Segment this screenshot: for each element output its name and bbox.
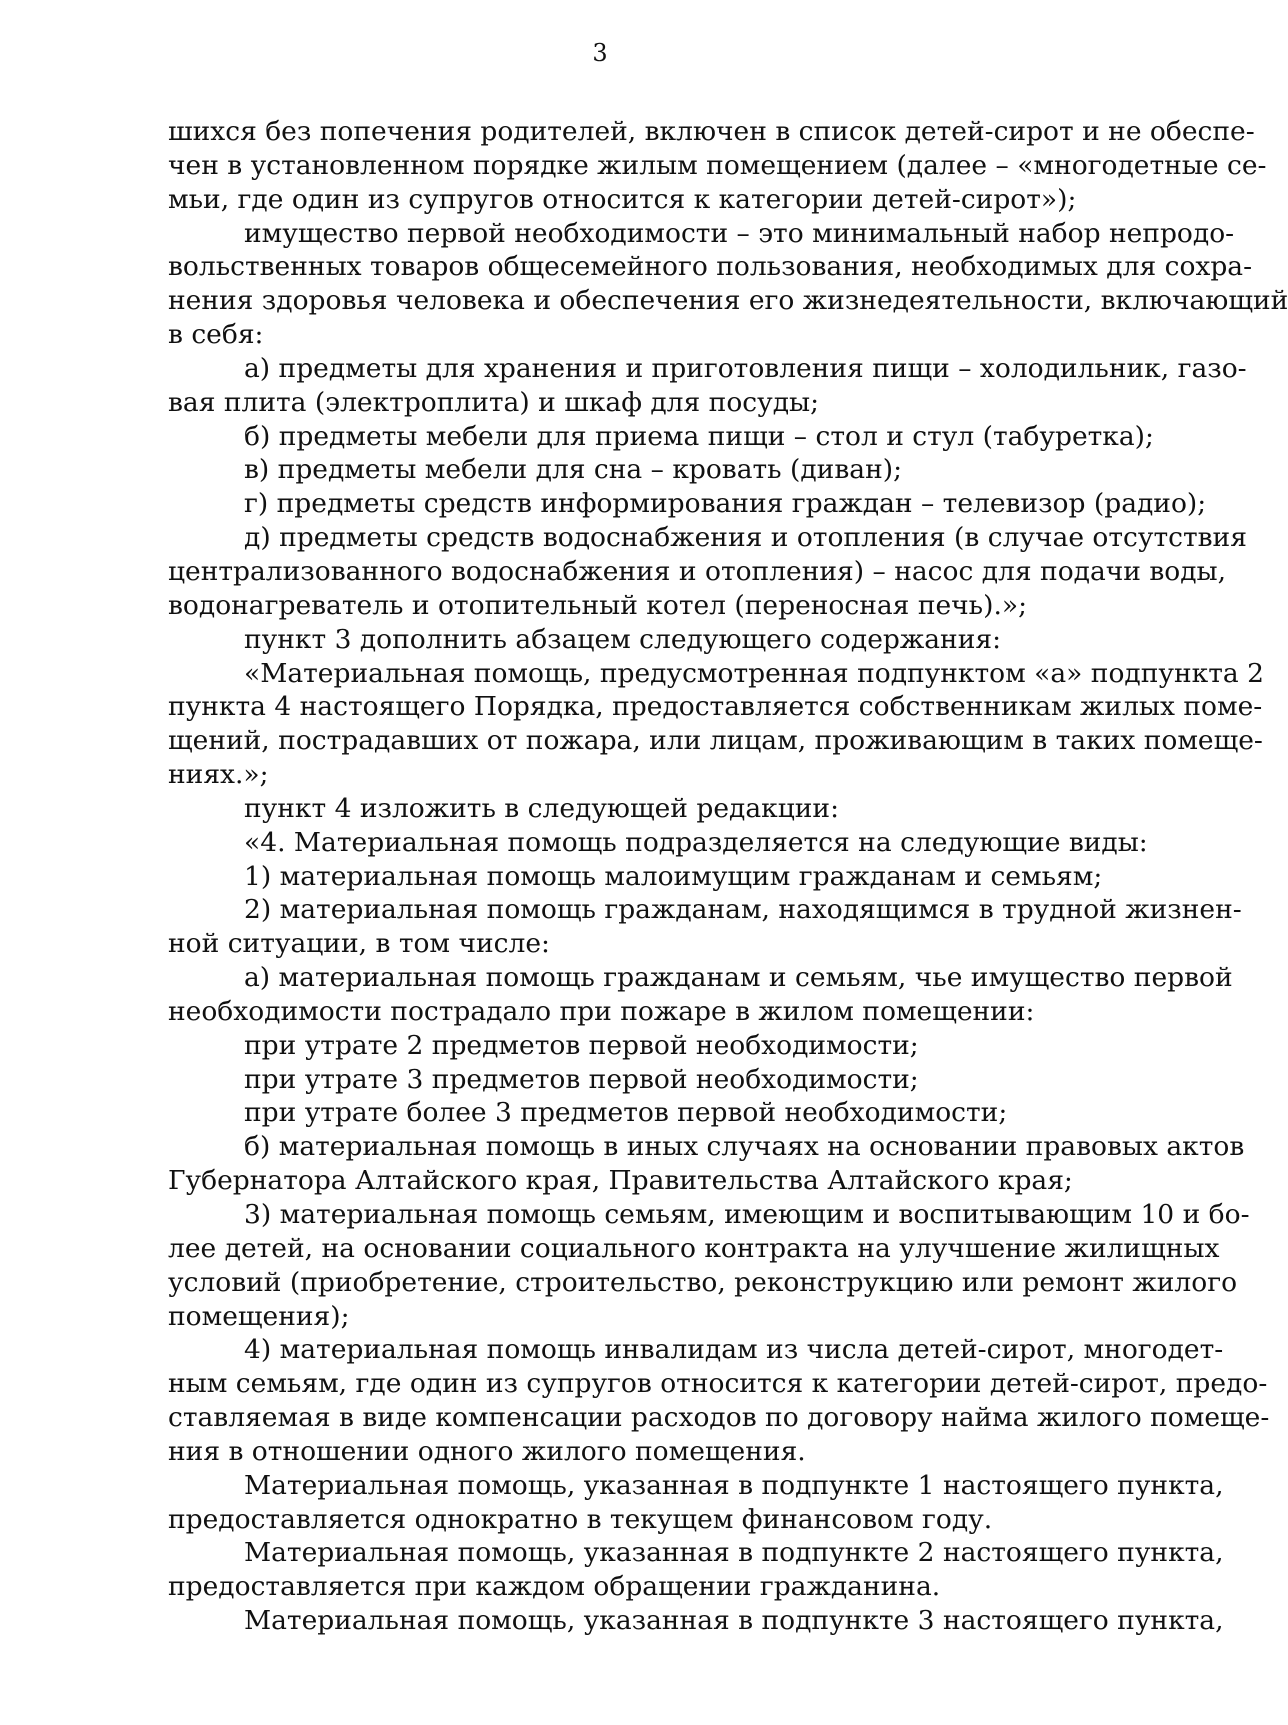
text-line: условий (приобретение, строительство, реконструкцию или ремонт жилого: [168, 1266, 1238, 1298]
text-line: чен в установленном порядке жилым помещением (далее – «многодетные се-: [168, 149, 1267, 181]
text-line: ным семьям, где один из супругов относится к категории детей-сирот, предо-: [168, 1368, 1268, 1400]
text-line: б) предметы мебели для приема пищи – стол и стул (табуретка);: [244, 420, 1154, 452]
text-line: щений, пострадавших от пожара, или лицам, проживающим в таких помеще-: [168, 725, 1263, 757]
text-line: б) материальная помощь в иных случаях на основании правовых актов: [244, 1131, 1245, 1163]
text-line: при утрате 3 предметов первой необходимости;: [244, 1063, 919, 1095]
text-line: предоставляется однократно в текущем финансовом году.: [168, 1503, 993, 1535]
text-line: 2) материальная помощь гражданам, находящимся в трудной жизнен-: [244, 894, 1242, 926]
text-line: ниях.»;: [168, 759, 269, 791]
text-line: шихся без попечения родителей, включен в список детей-сирот и не обеспе-: [168, 116, 1255, 147]
text-line: «4. Материальная помощь подразделяется на следующие виды:: [244, 826, 1148, 858]
text-line: пункт 3 дополнить абзацем следующего содержания:: [244, 623, 1001, 655]
text-line: предоставляется при каждом обращении гражданина.: [168, 1571, 941, 1603]
text-line: централизованного водоснабжения и отопления) – насос для подачи воды,: [168, 555, 1227, 587]
text-line: водонагреватель и отопительный котел (переносная печь).»;: [168, 589, 1028, 621]
document-body: [168, 115, 1288, 1638]
text-line: Губернатора Алтайского края, Правительства Алтайского края;: [168, 1165, 1073, 1197]
text-line: д) предметы средств водоснабжения и отопления (в случае отсутствия: [244, 522, 1247, 554]
text-line: ной ситуации, в том числе:: [168, 928, 550, 960]
text-line: «Материальная помощь, предусмотренная подпунктом «а» подпункта 2: [244, 657, 1264, 689]
text-line: пункт 4 изложить в следующей редакции:: [244, 792, 840, 824]
text-line: лее детей, на основании социального контракта на улучшение жилищных: [168, 1232, 1220, 1264]
page-number: 3: [592, 39, 608, 67]
text-line: в себя:: [168, 319, 264, 351]
text-line: г) предметы средств информирования граждан – телевизор (радио);: [244, 488, 1207, 520]
text-line: вольственных товаров общесемейного пользования, необходимых для сохра-: [168, 251, 1253, 283]
text-line: Материальная помощь, указанная в подпункте 2 настоящего пункта,: [244, 1537, 1224, 1569]
text-line: 3) материальная помощь семьям, имеющим и воспитывающим 10 и бо-: [244, 1199, 1250, 1230]
text-line: при утрате более 3 предметов первой необходимости;: [244, 1097, 1008, 1129]
text-line: имущество первой необходимости – это минимальный набор непродо-: [244, 217, 1235, 249]
text-line: помещения);: [168, 1300, 350, 1332]
text-line: необходимости пострадало при пожаре в жилом помещении:: [168, 995, 1035, 1027]
text-line: 1) материальная помощь малоимущим гражданам и семьям;: [244, 860, 1103, 892]
text-line: пункта 4 настоящего Порядка, предоставляется собственникам жилых поме-: [168, 691, 1263, 723]
text-line: нения здоровья человека и обеспечения его жизнедеятельности, включающий: [168, 285, 1288, 317]
text-line: Материальная помощь, указанная в подпункте 1 настоящего пункта,: [244, 1469, 1224, 1501]
text-line: ставляемая в виде компенсации расходов по договору найма жилого помеще-: [168, 1402, 1270, 1434]
text-line: Материальная помощь, указанная в подпункте 3 настоящего пункта,: [244, 1605, 1224, 1637]
text-line: мьи, где один из супругов относится к категории детей-сирот»);: [168, 183, 1077, 215]
text-line: а) материальная помощь гражданам и семьям, чье имущество первой: [244, 962, 1233, 994]
text-line: 4) материальная помощь инвалидам из числа детей-сирот, многодет-: [244, 1334, 1224, 1366]
text-line: в) предметы мебели для сна – кровать (диван);: [244, 454, 902, 486]
text-line: при утрате 2 предметов первой необходимости;: [244, 1029, 919, 1061]
text-line: вая плита (электроплита) и шкаф для посуды;: [168, 386, 820, 418]
text-line: а) предметы для хранения и приготовления пищи – холодильник, газо-: [244, 352, 1247, 384]
text-line: ния в отношении одного жилого помещения.: [168, 1435, 806, 1467]
